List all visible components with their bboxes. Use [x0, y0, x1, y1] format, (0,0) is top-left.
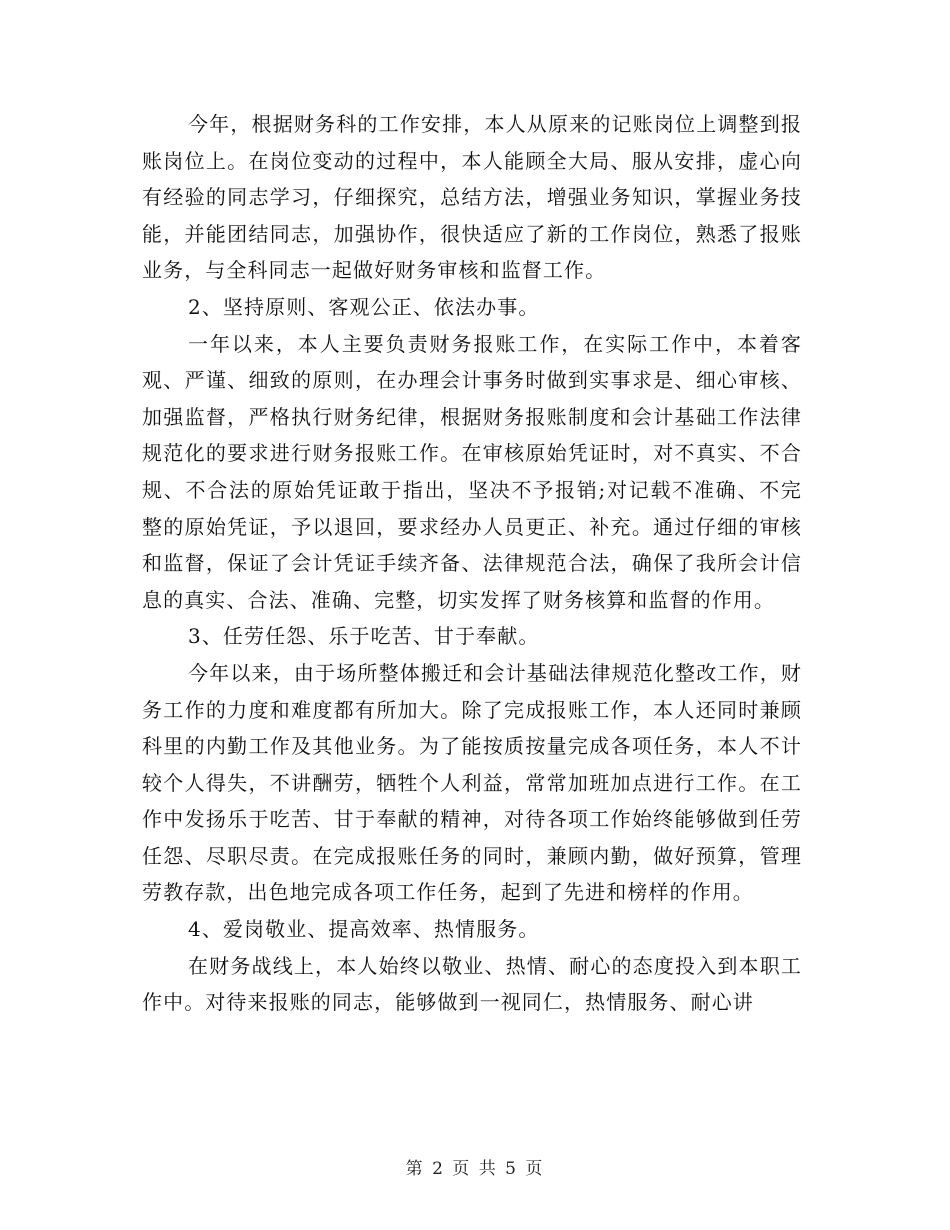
paragraph-hardworking: 今年以来，由于场所整体搬迁和会计基础法律规范化整改工作，财务工作的力度和难度都有所加大。除了完成报账工作，本人还同时兼顾科里的内勤工作及其他业务。为了能按质按量完成各项任务，本人不计较个人得失，不讲酬劳，牺牲个人利益，常常加班加点进行工作。在工作中发扬乐于吃苦、甘于奉献的精神，对待各项工作始终能够做到任劳任怨、尽职尽责。在完成报账任务的同时，兼顾内勤，做好预算，管理劳教存款，出色地完成各项工作任务，起到了先进和榜样的作用。 [142, 660, 802, 905]
heading-dedication: 4、爱岗敬业、提高效率、热情服务。 [188, 917, 540, 942]
document-body [142, 106, 802, 1021]
page-number-footer: 第 2 页 共 5 页 [405, 1159, 545, 1179]
paragraph-job-adjustment: 今年，根据财务科的工作安排，本人从原来的记账岗位上调整到报账岗位上。在岗位变动的过程中，本人能顾全大局、服从安排，虚心向有经验的同志学习，仔细探究，总结方法，增强业务知识，掌握业务技能，并能团结同志，加强协作，很快适应了新的工作岗位，熟悉了报账业务，与全科同志一起做好财务审核和监督工作。 [142, 112, 802, 283]
paragraph-principles: 一年以来，本人主要负责财务报账工作，在实际工作中，本着客观、严谨、细致的原则，在办理会计事务时做到实事求是、细心审核、加强监督，严格执行财务纪律，根据财务报账制度和会计基础工作法律规范化的要求进行财务报账工作。在审核原始凭证时，对不真实、不合规、不合法的原始凭证敢于指出，坚决不予报销;对记载不准确、不完整的原始凭证，予以退回，要求经办人员更正、补充。通过仔细的审核和监督，保证了会计凭证手续齐备、法律规范合法，确保了我所会计信息的真实、合法、准确、完整，切实发挥了财务核算和监督的作用。 [142, 331, 802, 612]
heading-hardworking: 3、任劳任怨、乐于吃苦、甘于奉献。 [188, 624, 540, 649]
heading-principles: 2、坚持原则、客观公正、依法办事。 [188, 294, 540, 319]
paragraph-dedication: 在财务战线上，本人始终以敬业、热情、耐心的态度投入到本职工作中。对待来报账的同志，能够做到一视同仁，热情服务、耐心讲 [142, 953, 802, 1015]
